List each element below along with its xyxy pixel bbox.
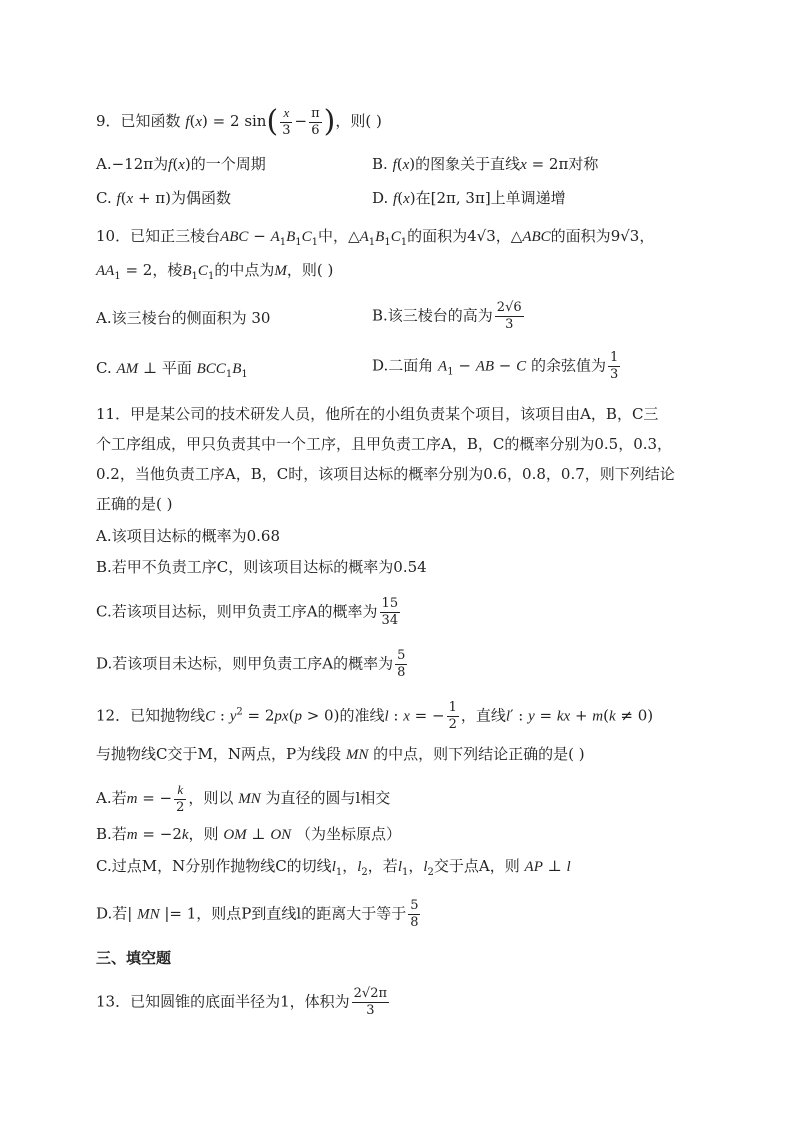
q12-option-d: D.若| MN |= 1，则点P到直线l的距离大于等于 $\frac{5}{8}$ <box>96 898 419 930</box>
question-11-line4: 正确的是( ) <box>96 495 173 513</box>
q11-option-a: A.该项目达标的概率为0.68 <box>96 527 280 545</box>
q10-option-c: C. AM ⊥ 平面 $BCC_1B_1$ <box>96 359 248 380</box>
question-13: 13．已知圆锥的底面半径为1，体积为 $\frac{2√2\pi}{3}$ <box>96 986 388 1018</box>
section-heading-fill-blank: 三、填空题 <box>96 949 172 967</box>
q9-option-c: C. f(x + π)为偶函数 <box>96 189 232 207</box>
q11-option-d: D.若该项目未达标，则甲负责工序A的概率为 $\frac{5}{8}$ <box>96 648 406 680</box>
question-10-line2: $AA_1 = 2$，棱$B_1C_1$的中点为M，则( ) <box>96 261 334 282</box>
q9-option-a: A.−12π为f(x)的一个周期 <box>96 155 266 173</box>
q11-option-b: B.若甲不负责工序C，则该项目达标的概率为0.54 <box>96 558 427 576</box>
q9-option-b: B. f(x)的图象关于直线x = 2π对称 <box>372 155 599 173</box>
q10-options-row2 <box>96 350 698 384</box>
q10-option-a: A.该三棱台的侧面积为 30 <box>96 309 271 327</box>
q9-stem: 已知函数 <box>120 112 181 130</box>
question-10: 10．已知正三棱台ABC − $A_1B_1C_1$中，$\triangle A_1B_1C_1$的面积为4√3，△ABC的面积为9√3， <box>96 227 655 248</box>
question-11-line3: 0.2，当他负责工序A，B，C时，该项目达标的概率分别为0.6，0.8，0.7，则下列结论 <box>96 465 675 483</box>
question-11-line1: 11．甲是某公司的技术研发人员，他所在的小组负责某个项目，该项目由A，B，C三 <box>96 405 659 423</box>
q12-option-b: B.若m = −2k，则 OM ⊥ ON （为坐标原点） <box>96 825 401 843</box>
q10-options-row1 <box>96 300 698 334</box>
q9-option-d: D. f(x)在[2π, 3π]上单调递增 <box>372 189 566 207</box>
q9-options-row1 <box>96 154 698 175</box>
q12-option-c: C.过点M，N分别作抛物线C的切线$l_1$，$l_2$，若$l_1$，$l_2$交于点A，则 AP ⊥ l <box>96 857 571 878</box>
q9-number: 9． <box>96 112 121 130</box>
q9-options-row2 <box>96 188 698 209</box>
question-12-line2: 与抛物线C交于M，N两点，P为线段 MN 的中点，则下列结论正确的是( ) <box>96 745 585 763</box>
q10-option-d: D.二面角 $A_1$ − AB − C 的余弦值为 $\frac{1}{3}$ <box>372 350 619 382</box>
q12-option-a: A.若m = − $\frac{k}{2}$ ，则以 MN 为直径的圆与l相交 <box>96 782 391 815</box>
q11-option-c: C.若该项目达标，则甲负责工序A的概率为 $\frac{15}{34}$ <box>96 596 399 628</box>
question-9: 9．已知函数 f(x) = 2 sin( $\frac{x}{3}$ − $\frac{\pi}{6}$ )，则( ) <box>96 104 382 139</box>
question-12: 12．已知抛物线C : $y^2 = 2px(p > 0)$的准线l : x = − $\frac{1}{2}$ ，直线l′ : y = kx + m(k ≠ 0) <box>96 700 654 732</box>
q10-option-b: B.该三棱台的高为 $\frac{2√6}{3}$ <box>372 300 522 332</box>
question-11-line2: 个工序组成，甲只负责其中一个工序，且甲负责工序A，B，C的概率分别为0.5，0.3， <box>96 435 673 453</box>
